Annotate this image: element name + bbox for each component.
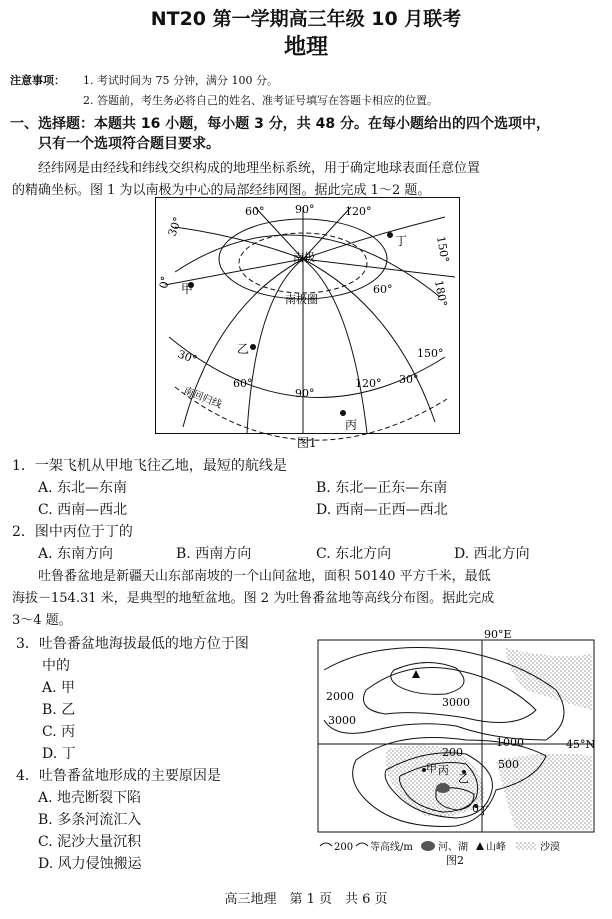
contour-label-3000-left: 3000 bbox=[328, 714, 356, 727]
contour-label-500: 500 bbox=[498, 758, 519, 771]
point-yi bbox=[250, 344, 256, 350]
label-bing-2: 丙 bbox=[438, 764, 449, 777]
label-90e: 90°E bbox=[484, 630, 512, 641]
legend-contour-sample-line bbox=[320, 843, 332, 846]
q3-stem-line1: 3．吐鲁番盆地海拔最低的地方位于图 bbox=[16, 636, 249, 652]
q4-stem: 4．吐鲁番盆地形成的主要原因是 bbox=[16, 768, 221, 784]
label-lon120-bottom: 120° bbox=[355, 377, 382, 390]
q1-option-d: D. 西南—正西—西北 bbox=[316, 502, 448, 518]
figure1-map bbox=[155, 197, 460, 449]
point-bing bbox=[340, 410, 346, 416]
label-yi-2: 乙 bbox=[458, 772, 469, 785]
q4-option-a: A. 地壳断裂下陷 bbox=[38, 790, 142, 806]
legend-lake-text: 河、湖 bbox=[438, 842, 468, 853]
label-lon0: 0° bbox=[157, 274, 173, 290]
q3-stem-line2: 中的 bbox=[42, 658, 70, 674]
label-lon180: 180° bbox=[432, 279, 450, 308]
label-jia-2: 甲 bbox=[426, 762, 437, 775]
q2-stem: 2．图中丙位于丁的 bbox=[12, 524, 133, 540]
label-lon60-bottom: 60° bbox=[233, 377, 253, 390]
legend-desert-icon bbox=[516, 842, 536, 850]
meridian-180 bbox=[303, 259, 455, 277]
q3-option-d: D. 丁 bbox=[42, 746, 76, 762]
q2-option-c: C. 东北方向 bbox=[316, 546, 392, 562]
label-south-pole: 南极 bbox=[293, 251, 315, 264]
contour-label-200: 200 bbox=[442, 746, 463, 759]
q3-option-c: C. 丙 bbox=[42, 724, 76, 740]
intro2-line3: 3～4 题。 bbox=[12, 613, 72, 628]
q1-option-c: C. 西南—西北 bbox=[38, 502, 128, 518]
q1-option-a: A. 东北—东南 bbox=[38, 480, 128, 496]
label-antarctic-circle: 南极圈 bbox=[285, 293, 318, 306]
figure2-map bbox=[316, 630, 600, 868]
label-45n: 45°N bbox=[566, 738, 596, 751]
page-footer: 高三地理 第 1 页 共 6 页 bbox=[224, 892, 388, 907]
figure2-caption: 图2 bbox=[446, 854, 464, 867]
label-lon150-bottom: 150° bbox=[417, 347, 444, 360]
label-lat60-right: 60° bbox=[373, 283, 393, 296]
legend-contour-sample: 200 bbox=[334, 842, 354, 853]
legend-lake-icon bbox=[421, 841, 435, 851]
q1-option-b: B. 东北—正东—东南 bbox=[316, 480, 448, 496]
note-item-2: 2. 答题前，考生务必将自己的姓名、准考证号填写在答题卡相应的位置。 bbox=[83, 94, 438, 107]
label-lat30-right: 30° bbox=[399, 373, 419, 386]
q2-option-b: B. 西南方向 bbox=[176, 546, 252, 562]
label-jia: 甲 bbox=[181, 282, 194, 296]
contour-label-3000: 3000 bbox=[442, 696, 470, 709]
q3-option-b: B. 乙 bbox=[42, 702, 76, 718]
lake bbox=[436, 783, 450, 793]
q3-option-a: A. 甲 bbox=[42, 680, 76, 696]
label-lon90-top: 90° bbox=[295, 203, 315, 216]
label-lon60-top: 60° bbox=[245, 205, 265, 218]
label-lat30-left: 30° bbox=[175, 347, 199, 367]
intro1-line2: 的精确坐标。图 1 为以南极为中心的局部经纬网图。据此完成 1～2 题。 bbox=[12, 183, 431, 198]
note-item-1: 1. 考试时间为 75 分钟，满分 100 分。 bbox=[83, 74, 278, 87]
notes-label: 注意事项： bbox=[10, 74, 65, 87]
legend-contour-text: 等高线/m bbox=[370, 842, 413, 853]
label-ding: 丁 bbox=[395, 234, 408, 248]
intro2-line2: 海拔－154.31 米，是典型的地堑盆地。图 2 为吐鲁番盆地等高线分布图。据此完成 bbox=[12, 591, 495, 606]
q2-option-d: D. 西北方向 bbox=[454, 546, 530, 562]
figure1-caption: 图1 bbox=[297, 436, 317, 449]
contour-label-1000: 1000 bbox=[496, 736, 524, 749]
legend-desert-text: 沙漠 bbox=[540, 842, 560, 853]
q4-option-d: D. 风力侵蚀搬运 bbox=[38, 856, 142, 872]
label-lon90-bottom: 90° bbox=[295, 387, 315, 400]
label-yi: 乙 bbox=[237, 342, 250, 356]
meridian-30-top bbox=[175, 227, 303, 259]
point-ding bbox=[387, 232, 393, 238]
q2-option-a: A. 东南方向 bbox=[38, 546, 114, 562]
contour-label-0: 0 bbox=[472, 802, 479, 815]
label-lon150-right: 150° bbox=[434, 235, 452, 264]
label-lon120-top: 120° bbox=[345, 205, 372, 218]
label-bing: 丙 bbox=[345, 418, 358, 432]
label-lon30-left: 30° bbox=[165, 215, 185, 239]
label-ding-2: 丁 bbox=[478, 804, 489, 817]
meridian-120 bbox=[303, 259, 367, 433]
exam-title: NT20 第一学期高三年级 10 月联考 bbox=[150, 8, 462, 30]
q4-option-c: C. 泥沙大量沉积 bbox=[38, 834, 142, 850]
section-heading-line1: 一、选择题：本题共 16 小题，每小题 3 分，共 48 分。在每小题给出的四个选项中， bbox=[10, 116, 550, 132]
legend-contour-curve bbox=[356, 843, 368, 846]
legend-peak-icon bbox=[476, 842, 484, 850]
intro1-line1: 经纬网是由经线和纬线交织构成的地理坐标系统，用于确定地球表面任意位置 bbox=[38, 161, 481, 176]
intro2-line1: 吐鲁番盆地是新疆天山东部南坡的一个山间盆地，面积 50140 平方千米，最低 bbox=[38, 569, 491, 584]
q4-option-b: B. 多条河流汇入 bbox=[38, 812, 142, 828]
contour-label-2000: 2000 bbox=[326, 690, 354, 703]
subject-title: 地理 bbox=[283, 35, 328, 60]
q1-stem: 1．一架飞机从甲地飞往乙地，最短的航线是 bbox=[12, 458, 287, 474]
legend-peak-text: 山峰 bbox=[486, 842, 506, 853]
label-tropic: 南回归线 bbox=[181, 385, 224, 411]
section-heading-line2: 只有一个选项符合题目要求。 bbox=[38, 136, 220, 152]
